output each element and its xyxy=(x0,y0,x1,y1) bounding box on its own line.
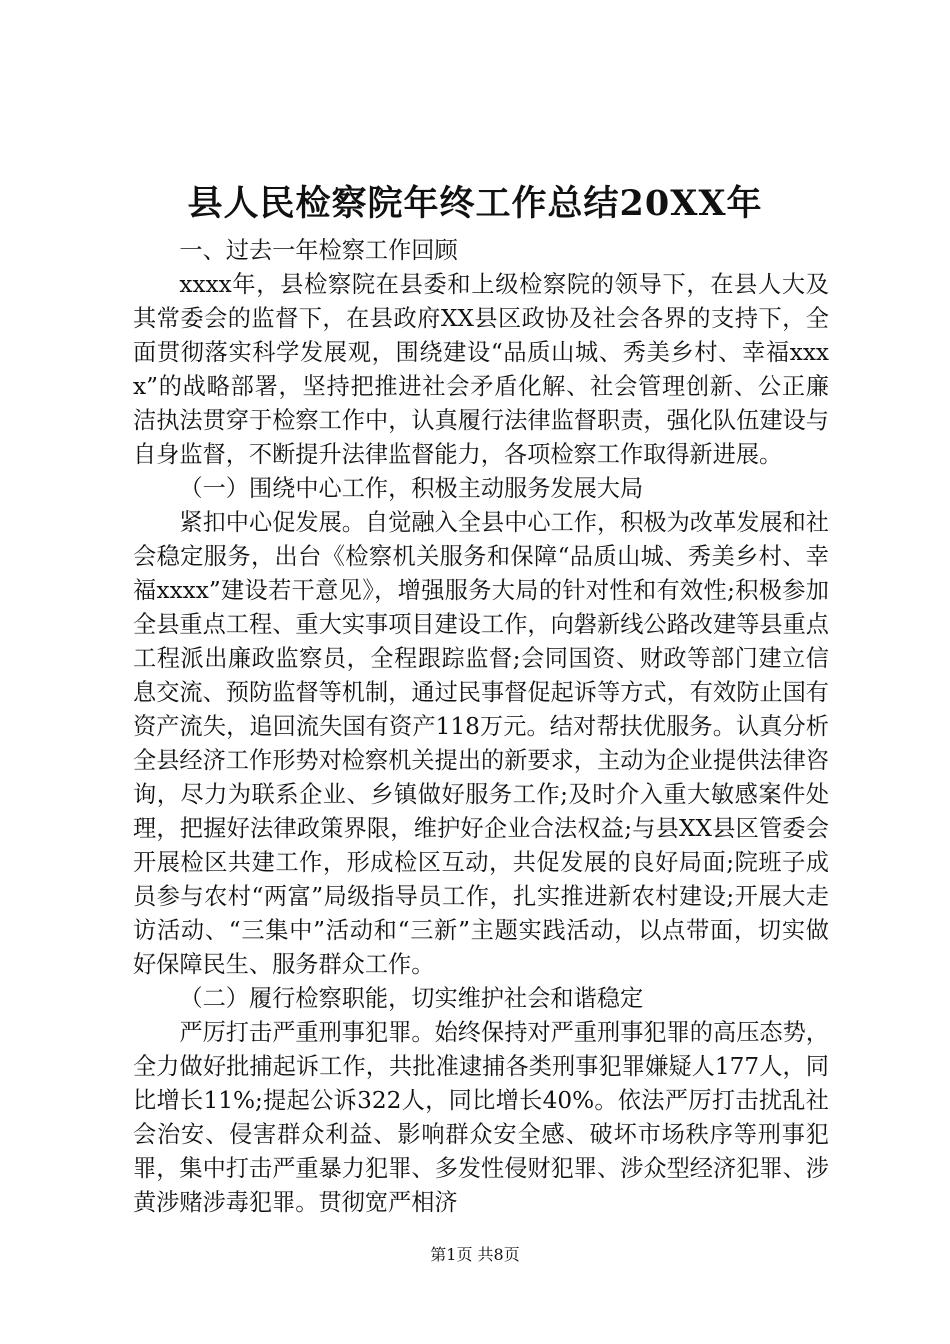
document-title: 县人民检察院年终工作总结20XX年 xyxy=(187,183,763,224)
document-body xyxy=(133,234,829,1220)
body-paragraph: xxxx年，县检察院在县委和上级检察院的领导下，在县人大及其常委会的监督下，在县政府XX县区政协及社会各界的支持下，全面贯彻落实科学发展观，围绕建设“品质山城、秀美乡村、幸福xxxx”的战略部署，坚持把推进社会矛盾化解、社会管理创新、公正廉洁执法贯穿于检察工作中，认真履行法律监督职责，强化队伍建设与自身监督，不断提升法律监督能力，各项检察工作取得新进展。 xyxy=(133,271,829,468)
body-paragraph: 紧扣中心促发展。自觉融入全县中心工作，积极为改革发展和社会稳定服务，出台《检察机关服务和保障“品质山城、秀美乡村、幸福xxxx”建设若干意见》，增强服务大局的针对性和有效性;积极参加全县重点工程、重大实事项目建设工作，向磐新线公路改建等县重点工程派出廉政监察员，全程跟踪监督;会同国资、财政等部门建立信息交流、预防监督等机制，通过民事督促起诉等方式，有效防止国有资产流失，追回流失国有资产118万元。结对帮扶优服务。认真分析全县经济工作形势对检察机关提出的新要求，主动为企业提供法律咨询，尽力为联系企业、乡镇做好服务工作;及时介入重大敏感案件处理，把握好法律政策界限，维护好企业合法权益;与县XX县区管委会开展检区共建工作，形成检区互动，共促发展的良好局面;院班子成员参与农村“两富”局级指导员工作，扎实推进新农村建设;开展大走访活动、“三集中”活动和“三新”主题实践活动，以点带面，切实做好保障民生、服务群众工作。 xyxy=(133,509,829,978)
page-number-footer: 第1页 共8页 xyxy=(430,1245,520,1264)
section-heading: 一、过去一年检察工作回顾 xyxy=(179,237,458,264)
body-paragraph: 严厉打击严重刑事犯罪。始终保持对严重刑事犯罪的高压态势，全力做好批捕起诉工作，共批准逮捕各类刑事犯罪嫌疑人177人，同比增长11%;提起公诉322人，同比增长40%。依法严厉打击扰乱社会治安、侵害群众利益、影响群众安全感、破坏市场秩序等刑事犯罪，集中打击严重暴力犯罪、多发性侵财犯罪、涉众型经济犯罪、涉黄涉赌涉毒犯罪。贯彻宽严相济 xyxy=(133,1019,829,1216)
subsection-heading: （一）围绕中心工作，积极主动服务发展大局 xyxy=(179,475,644,502)
subsection-heading: （二）履行检察职能，切实维护社会和谐稳定 xyxy=(179,985,644,1012)
